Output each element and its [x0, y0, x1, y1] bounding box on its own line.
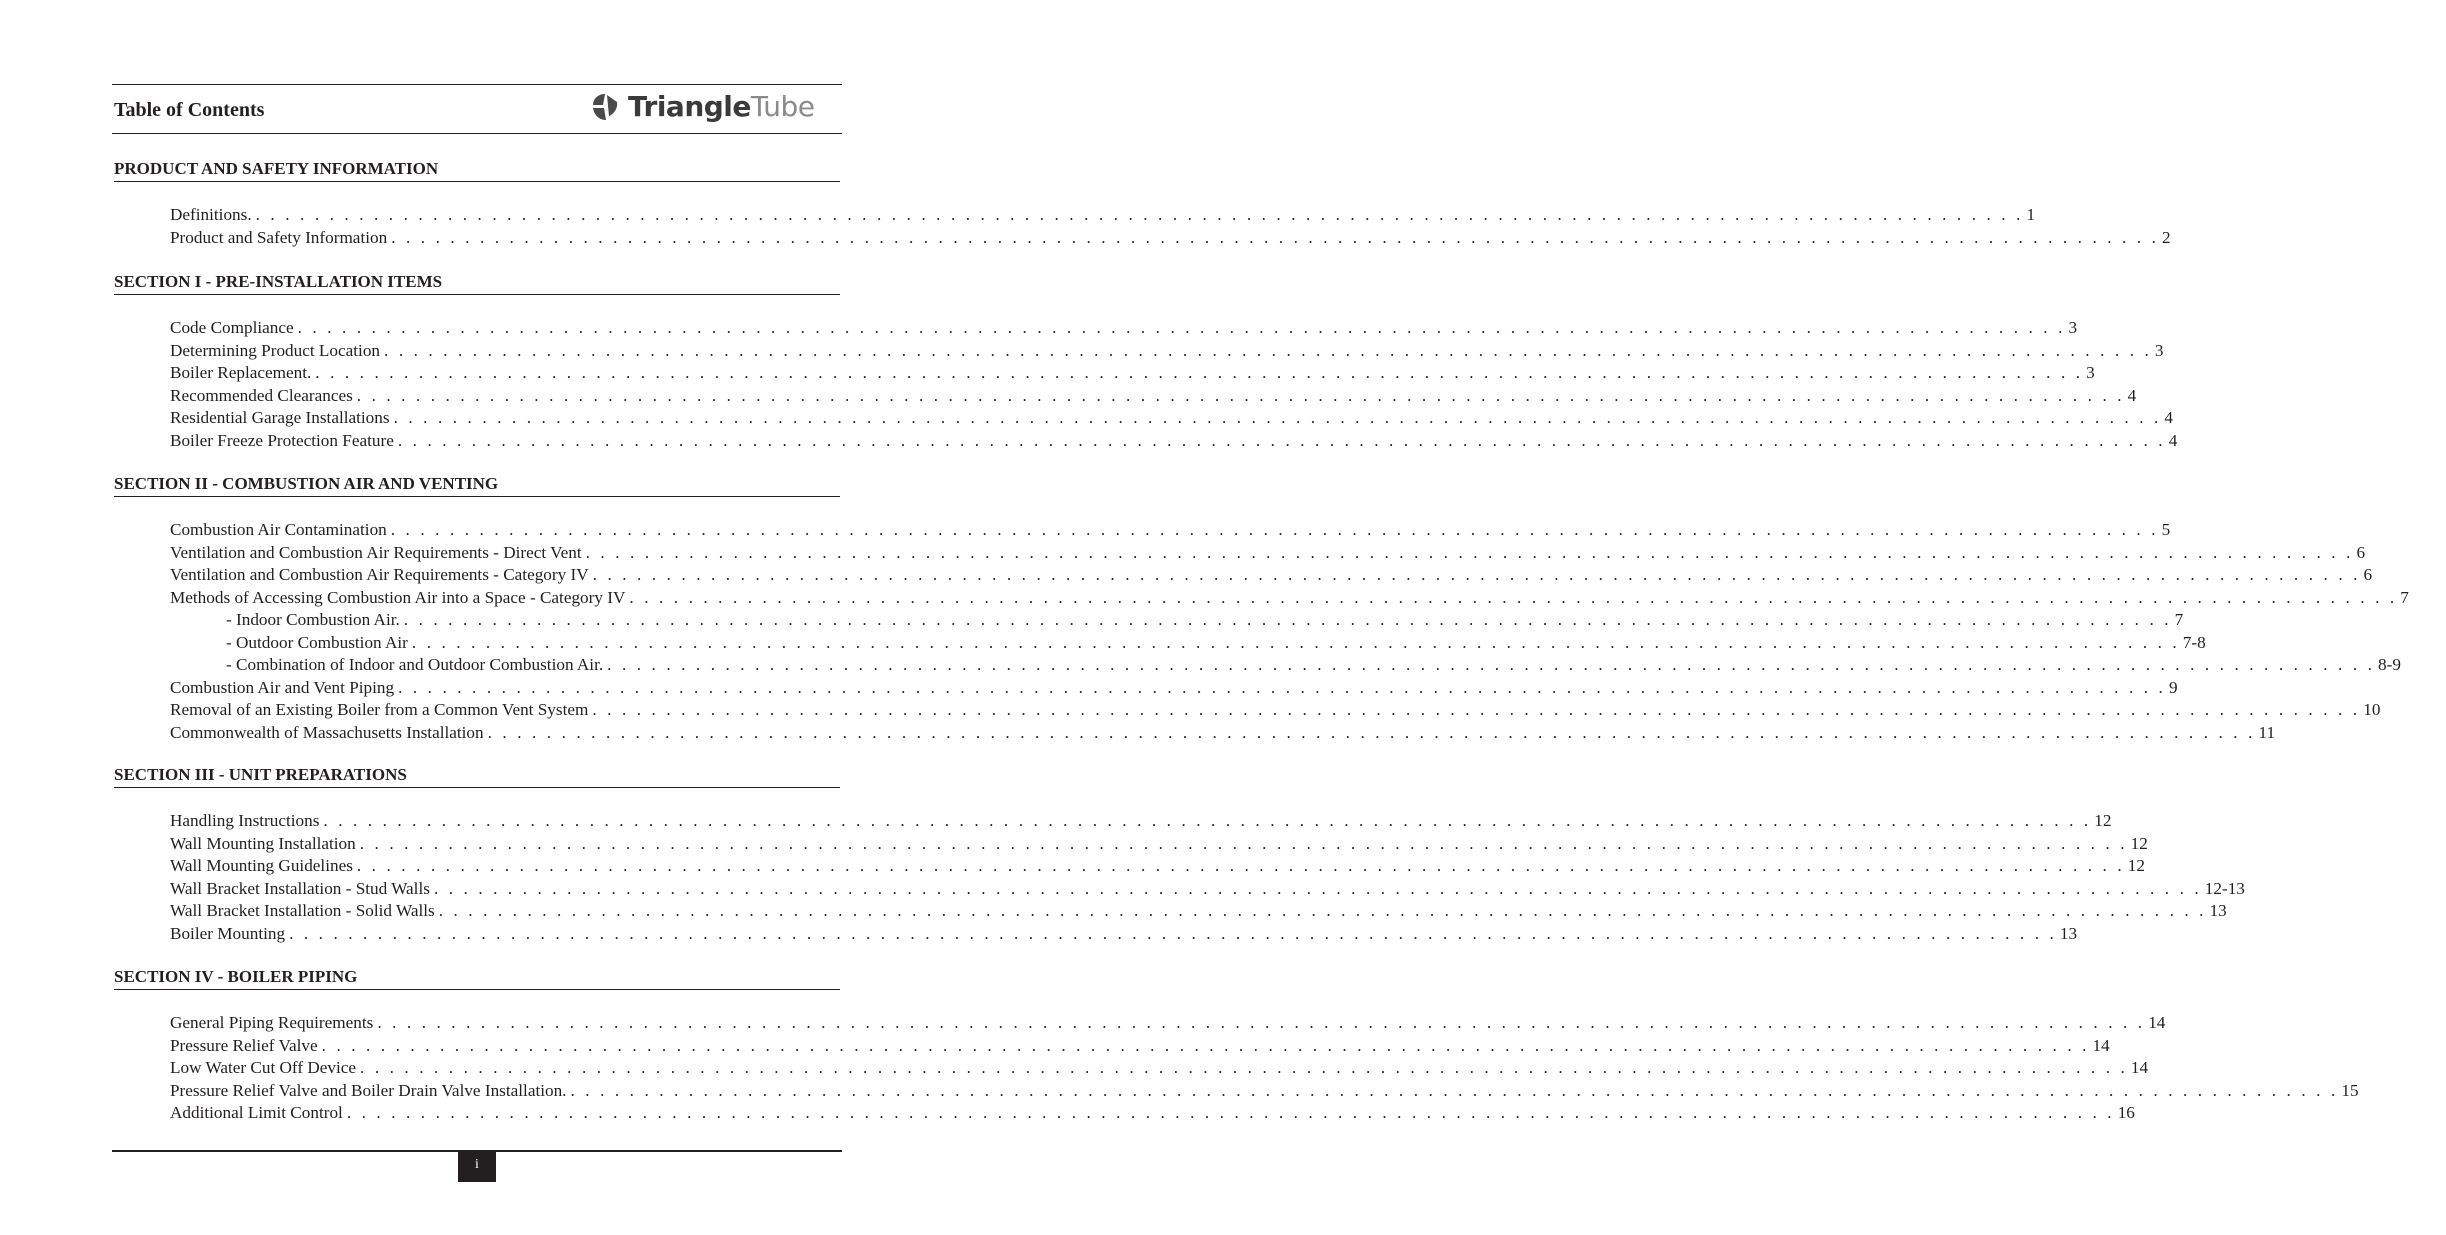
entry-label: Wall Bracket Installation - Stud Walls — [170, 878, 434, 901]
toc-entry[interactable] — [114, 227, 2171, 250]
page-number: i — [458, 1151, 496, 1182]
entry-page-number: 2 — [2162, 227, 2171, 247]
entry-label: Removal of an Existing Boiler from a Common Vent System — [170, 699, 592, 722]
toc-entry[interactable] — [114, 923, 2078, 946]
entry-page-number: 6 — [2363, 565, 2373, 584]
toc-section — [114, 271, 2178, 452]
entry-label: - Combination of Indoor and Outdoor Combustion Air. — [226, 654, 607, 677]
entry-label: Wall Mounting Installation — [170, 833, 360, 856]
header-bottom-rule — [112, 133, 842, 134]
dot-leader: . . . . . . . . . . . . . . . . . . . . . . . . . . . . . . . . . . . . . . . . . . . . . . . . . . . . . . . . . . . . . . . . . . . . . . . . . . . . . . . . . . . . . . . . . . . . . . . . . . . . . . . . . . . . . . . . . . . . . . . . — [315, 363, 2084, 382]
entry-label: Combustion Air Contamination — [170, 519, 391, 542]
section-title: SECTION III - UNIT PREPARATIONS — [114, 764, 840, 788]
toc-entry[interactable] — [114, 317, 2078, 340]
toc-entry[interactable] — [114, 362, 2095, 385]
logo-text-triangle: Triangle — [628, 90, 751, 123]
entry-page-number: 7 — [2400, 587, 2409, 607]
dot-leader: . . . . . . . . . . . . . . . . . . . . . . . . . . . . . . . . . . . . . . . . . . . . . . . . . . . . . . . . . . . . . . . . . . . . . . . . . . . . . . . . . . . . . . . . . . . . . . . . . . . . . . . . . . . . . . . . . . . . . . . . — [403, 610, 2172, 629]
entry-page-number: 12-13 — [2204, 878, 2245, 898]
toc-entry[interactable] — [114, 587, 2409, 610]
toc-section — [114, 473, 2409, 744]
entry-label: - Indoor Combustion Air. — [226, 609, 404, 632]
entry-page-number: 8-9 — [2378, 655, 2401, 674]
toc-entry[interactable] — [114, 1080, 2359, 1103]
dot-leader: . . . . . . . . . . . . . . . . . . . . . . . . . . . . . . . . . . . . . . . . . . . . . . . . . . . . . . . . . . . . . . . . . . . . . . . . . . . . . . . . . . . . . . . . . . . . . . . . . . . . . . . . . . . . . . . . . . . . . . . . — [433, 878, 2202, 898]
entry-page-number: 3 — [2154, 340, 2164, 360]
dot-leader: . . . . . . . . . . . . . . . . . . . . . . . . . . . . . . . . . . . . . . . . . . . . . . . . . . . . . . . . . . . . . . . . . . . . . . . . . . . . . . . . . . . . . . . . . . . . . . . . . . . . . . . . . . . . . . . . . . . . . . . . — [585, 542, 2354, 562]
entry-label: Code Compliance — [170, 317, 298, 340]
toc-entry[interactable] — [114, 900, 2227, 923]
toc-entry[interactable] — [114, 722, 2276, 745]
dot-leader: . . . . . . . . . . . . . . . . . . . . . . . . . . . . . . . . . . . . . . . . . . . . . . . . . . . . . . . . . . . . . . . . . . . . . . . . . . . . . . . . . . . . . . . . . . . . . . . . . . . . . . . . . . . . . . . . . . . . . . . . — [390, 520, 2159, 539]
entry-page-number: 1 — [2026, 205, 2036, 224]
entry-page-number: 15 — [2341, 1080, 2359, 1100]
dot-leader: . . . . . . . . . . . . . . . . . . . . . . . . . . . . . . . . . . . . . . . . . . . . . . . . . . . . . . . . . . . . . . . . . . . . . . . . . . . . . . . . . . . . . . . . . . . . . . . . . . . . . . . . . . . . . . . . . . . . . . . . — [289, 923, 2057, 943]
dot-leader: . . . . . . . . . . . . . . . . . . . . . . . . . . . . . . . . . . . . . . . . . . . . . . . . . . . . . . . . . . . . . . . . . . . . . . . . . . . . . . . . . . . . . . . . . . . . . . . . . . . . . . . . . . . . . . . . . . . . . . . . — [398, 677, 2166, 697]
dot-leader: . . . . . . . . . . . . . . . . . . . . . . . . . . . . . . . . . . . . . . . . . . . . . . . . . . . . . . . . . . . . . . . . . . . . . . . . . . . . . . . . . . . . . . . . . . . . . . . . . . . . . . . . . . . . . . . . . . . . . . . . — [592, 700, 2361, 719]
header-top-rule — [112, 84, 842, 85]
dot-leader: . . . . . . . . . . . . . . . . . . . . . . . . . . . . . . . . . . . . . . . . . . . . . . . . . . . . . . . . . . . . . . . . . . . . . . . . . . . . . . . . . . . . . . . . . . . . . . . . . . . . . . . . . . . . . . . . . . . . . . . . — [570, 1080, 2339, 1100]
dot-leader: . . . . . . . . . . . . . . . . . . . . . . . . . . . . . . . . . . . . . . . . . . . . . . . . . . . . . . . . . . . . . . . . . . . . . . . . . . . . . . . . . . . . . . . . . . . . . . . . . . . . . . . . . . . . . . . . . . . . . . . . — [255, 205, 2024, 224]
toc-entry[interactable] — [114, 407, 2174, 430]
entry-page-number: 7-8 — [2182, 632, 2206, 652]
entry-page-number: 4 — [2127, 385, 2137, 405]
dot-leader: . . . . . . . . . . . . . . . . . . . . . . . . . . . . . . . . . . . . . . . . . . . . . . . . . . . . . . . . . . . . . . . . . . . . . . . . . . . . . . . . . . . . . . . . . . . . . . . . . . . . . . . . . . . . . . . . . . . . . . . . — [384, 340, 2152, 360]
entry-label: Recommended Clearances — [170, 385, 357, 408]
toc-entry[interactable] — [114, 833, 2148, 856]
logo-mark-icon — [590, 92, 620, 122]
entry-label: Determining Product Location — [170, 340, 384, 363]
entry-label: - Outdoor Combustion Air — [226, 632, 412, 655]
toc-entry[interactable] — [114, 1012, 2166, 1035]
entry-list — [114, 519, 2409, 744]
entry-label: Combustion Air and Vent Piping — [170, 677, 398, 700]
section-title: SECTION I - PRE-INSTALLATION ITEMS — [114, 271, 840, 295]
dot-leader: . . . . . . . . . . . . . . . . . . . . . . . . . . . . . . . . . . . . . . . . . . . . . . . . . . . . . . . . . . . . . . . . . . . . . . . . . . . . . . . . . . . . . . . . . . . . . . . . . . . . . . . . . . . . . . . . . . . . . . . . — [411, 632, 2180, 652]
toc-section — [114, 966, 2359, 1125]
toc-entry[interactable] — [114, 609, 2184, 632]
dot-leader: . . . . . . . . . . . . . . . . . . . . . . . . . . . . . . . . . . . . . . . . . . . . . . . . . . . . . . . . . . . . . . . . . . . . . . . . . . . . . . . . . . . . . . . . . . . . . . . . . . . . . . . . . . . . . . . . . . . . . . . . — [323, 811, 2092, 830]
triangletube-logo — [590, 90, 815, 124]
entry-label: Wall Mounting Guidelines — [170, 855, 357, 878]
entry-page-number: 14 — [2092, 1035, 2110, 1055]
entry-label: General Piping Requirements — [170, 1012, 377, 1035]
entry-label: Wall Bracket Installation - Solid Walls — [170, 900, 439, 923]
entry-page-number: 16 — [2117, 1103, 2135, 1122]
entry-list — [114, 810, 2245, 945]
dot-leader: . . . . . . . . . . . . . . . . . . . . . . . . . . . . . . . . . . . . . . . . . . . . . . . . . . . . . . . . . . . . . . . . . . . . . . . . . . . . . . . . . . . . . . . . . . . . . . . . . . . . . . . . . . . . . . . . . . . . . . . . — [297, 318, 2066, 337]
entry-label: Boiler Freeze Protection Feature — [170, 430, 398, 453]
entry-label: Pressure Relief Valve and Boiler Drain Valve Installation. — [170, 1080, 570, 1103]
entry-label: Boiler Mounting — [170, 923, 289, 946]
toc-entry[interactable] — [114, 1102, 2135, 1125]
entry-page-number: 14 — [2130, 1058, 2149, 1077]
toc-entry[interactable] — [114, 810, 2112, 833]
section-title: PRODUCT AND SAFETY INFORMATION — [114, 158, 840, 182]
dot-leader: . . . . . . . . . . . . . . . . . . . . . . . . . . . . . . . . . . . . . . . . . . . . . . . . . . . . . . . . . . . . . . . . . . . . . . . . . . . . . . . . . . . . . . . . . . . . . . . . . . . . . . . . . . . . . . . . . . . . . . . . — [359, 833, 2128, 853]
entry-page-number: 3 — [2068, 318, 2078, 337]
toc-entry[interactable] — [114, 542, 2366, 565]
dot-leader: . . . . . . . . . . . . . . . . . . . . . . . . . . . . . . . . . . . . . . . . . . . . . . . . . . . . . . . . . . . . . . . . . . . . . . . . . . . . . . . . . . . . . . . . . . . . . . . . . . . . . . . . . . . . . . . . . . . . . . . . — [356, 385, 2125, 405]
toc-entry[interactable] — [114, 632, 2206, 655]
dot-leader: . . . . . . . . . . . . . . . . . . . . . . . . . . . . . . . . . . . . . . . . . . . . . . . . . . . . . . . . . . . . . . . . . . . . . . . . . . . . . . . . . . . . . . . . . . . . . . . . . . . . . . . . . . . . . . . . . . . . . . . . — [438, 901, 2207, 920]
toc-entry[interactable] — [114, 677, 2178, 700]
dot-leader: . . . . . . . . . . . . . . . . . . . . . . . . . . . . . . . . . . . . . . . . . . . . . . . . . . . . . . . . . . . . . . . . . . . . . . . . . . . . . . . . . . . . . . . . . . . . . . . . . . . . . . . . . . . . . . . . . . . . . . . . — [321, 1035, 2090, 1055]
entry-page-number: 9 — [2168, 677, 2178, 697]
entry-list — [114, 204, 2171, 249]
dot-leader: . . . . . . . . . . . . . . . . . . . . . . . . . . . . . . . . . . . . . . . . . . . . . . . . . . . . . . . . . . . . . . . . . . . . . . . . . . . . . . . . . . . . . . . . . . . . . . . . . . . . . . . . . . . . . . . . . . . . . . . . — [391, 227, 2160, 247]
entry-label: Residential Garage Installations — [170, 407, 394, 430]
toc-entry[interactable] — [114, 855, 2145, 878]
entry-page-number: 12 — [2094, 811, 2112, 830]
toc-entry[interactable] — [114, 564, 2373, 587]
entry-list — [114, 1012, 2359, 1125]
entry-page-number: 7 — [2174, 610, 2184, 629]
dot-leader: . . . . . . . . . . . . . . . . . . . . . . . . . . . . . . . . . . . . . . . . . . . . . . . . . . . . . . . . . . . . . . . . . . . . . . . . . . . . . . . . . . . . . . . . . . . . . . . . . . . . . . . . . . . . . . . . . . . . . . . . — [592, 565, 2361, 584]
dot-leader: . . . . . . . . . . . . . . . . . . . . . . . . . . . . . . . . . . . . . . . . . . . . . . . . . . . . . . . . . . . . . . . . . . . . . . . . . . . . . . . . . . . . . . . . . . . . . . . . . . . . . . . . . . . . . . . . . . . . . . . . — [346, 1103, 2115, 1122]
toc-entry[interactable] — [114, 340, 2164, 363]
section-title: SECTION IV - BOILER PIPING — [114, 966, 840, 990]
dot-leader: . . . . . . . . . . . . . . . . . . . . . . . . . . . . . . . . . . . . . . . . . . . . . . . . . . . . . . . . . . . . . . . . . . . . . . . . . . . . . . . . . . . . . . . . . . . . . . . . . . . . . . . . . . . . . . . . . . . . . . . . — [629, 587, 2398, 607]
toc-entry[interactable] — [114, 204, 2036, 227]
page-title: Table of Contents — [114, 99, 265, 121]
entry-label: Additional Limit Control — [170, 1102, 347, 1125]
dot-leader: . . . . . . . . . . . . . . . . . . . . . . . . . . . . . . . . . . . . . . . . . . . . . . . . . . . . . . . . . . . . . . . . . . . . . . . . . . . . . . . . . . . . . . . . . . . . . . . . . . . . . . . . . . . . . . . . . . . . . . . . — [397, 430, 2166, 450]
entry-label: Boiler Replacement. — [170, 362, 315, 385]
entry-label: Low Water Cut Off Device — [170, 1057, 360, 1080]
entry-label: Ventilation and Combustion Air Requirements - Category IV — [170, 564, 593, 587]
entry-label: Methods of Accessing Combustion Air into a Space - Category IV — [170, 587, 629, 610]
dot-leader: . . . . . . . . . . . . . . . . . . . . . . . . . . . . . . . . . . . . . . . . . . . . . . . . . . . . . . . . . . . . . . . . . . . . . . . . . . . . . . . . . . . . . . . . . . . . . . . . . . . . . . . . . . . . . . . . . . . . . . . . — [356, 856, 2125, 875]
entry-page-number: 4 — [2168, 430, 2178, 450]
dot-leader: . . . . . . . . . . . . . . . . . . . . . . . . . . . . . . . . . . . . . . . . . . . . . . . . . . . . . . . . . . . . . . . . . . . . . . . . . . . . . . . . . . . . . . . . . . . . . . . . . . . . . . . . . . . . . . . . . . . . . . . . — [393, 408, 2162, 427]
entry-label: Handling Instructions — [170, 810, 323, 833]
entry-page-number: 5 — [2161, 520, 2171, 539]
entry-page-number: 4 — [2164, 408, 2174, 427]
toc-entry[interactable] — [114, 699, 2381, 722]
entry-page-number: 12 — [2127, 856, 2145, 875]
toc-entry[interactable] — [114, 878, 2245, 901]
entry-list — [114, 317, 2178, 452]
toc-entry[interactable] — [114, 654, 2401, 677]
toc-section — [114, 764, 2245, 945]
entry-page-number: 10 — [2363, 700, 2381, 719]
entry-label: Commonwealth of Massachusetts Installation — [170, 722, 488, 745]
entry-label: Ventilation and Combustion Air Requirements - Direct Vent — [170, 542, 586, 565]
entry-page-number: 14 — [2148, 1013, 2166, 1032]
entry-page-number: 13 — [2059, 923, 2078, 943]
toc-entry[interactable] — [114, 1035, 2110, 1058]
dot-leader: . . . . . . . . . . . . . . . . . . . . . . . . . . . . . . . . . . . . . . . . . . . . . . . . . . . . . . . . . . . . . . . . . . . . . . . . . . . . . . . . . . . . . . . . . . . . . . . . . . . . . . . . . . . . . . . . . . . . . . . . — [377, 1013, 2146, 1032]
toc-entry[interactable] — [114, 519, 2171, 542]
toc-entry[interactable] — [114, 385, 2137, 408]
entry-label: Definitions. — [170, 204, 256, 227]
toc-section — [114, 158, 2171, 249]
entry-page-number: 6 — [2356, 542, 2366, 562]
entry-page-number: 13 — [2209, 901, 2227, 920]
toc-entry[interactable] — [114, 1057, 2149, 1080]
entry-label: Product and Safety Information — [170, 227, 391, 250]
toc-entry[interactable] — [114, 430, 2178, 453]
entry-page-number: 12 — [2130, 833, 2148, 853]
dot-leader: . . . . . . . . . . . . . . . . . . . . . . . . . . . . . . . . . . . . . . . . . . . . . . . . . . . . . . . . . . . . . . . . . . . . . . . . . . . . . . . . . . . . . . . . . . . . . . . . . . . . . . . . . . . . . . . . . . . . . . . . — [360, 1058, 2128, 1077]
logo-text-tube: Tube — [750, 90, 815, 123]
section-title: SECTION II - COMBUSTION AIR AND VENTING — [114, 473, 840, 497]
entry-label: Pressure Relief Valve — [170, 1035, 322, 1058]
dot-leader: . . . . . . . . . . . . . . . . . . . . . . . . . . . . . . . . . . . . . . . . . . . . . . . . . . . . . . . . . . . . . . . . . . . . . . . . . . . . . . . . . . . . . . . . . . . . . . . . . . . . . . . . . . . . . . . . . . . . . . . . — [607, 655, 2376, 674]
dot-leader: . . . . . . . . . . . . . . . . . . . . . . . . . . . . . . . . . . . . . . . . . . . . . . . . . . . . . . . . . . . . . . . . . . . . . . . . . . . . . . . . . . . . . . . . . . . . . . . . . . . . . . . . . . . . . . . . . . . . . . . . — [487, 722, 2256, 742]
entry-page-number: 3 — [2086, 363, 2095, 382]
entry-page-number: 11 — [2258, 722, 2276, 742]
